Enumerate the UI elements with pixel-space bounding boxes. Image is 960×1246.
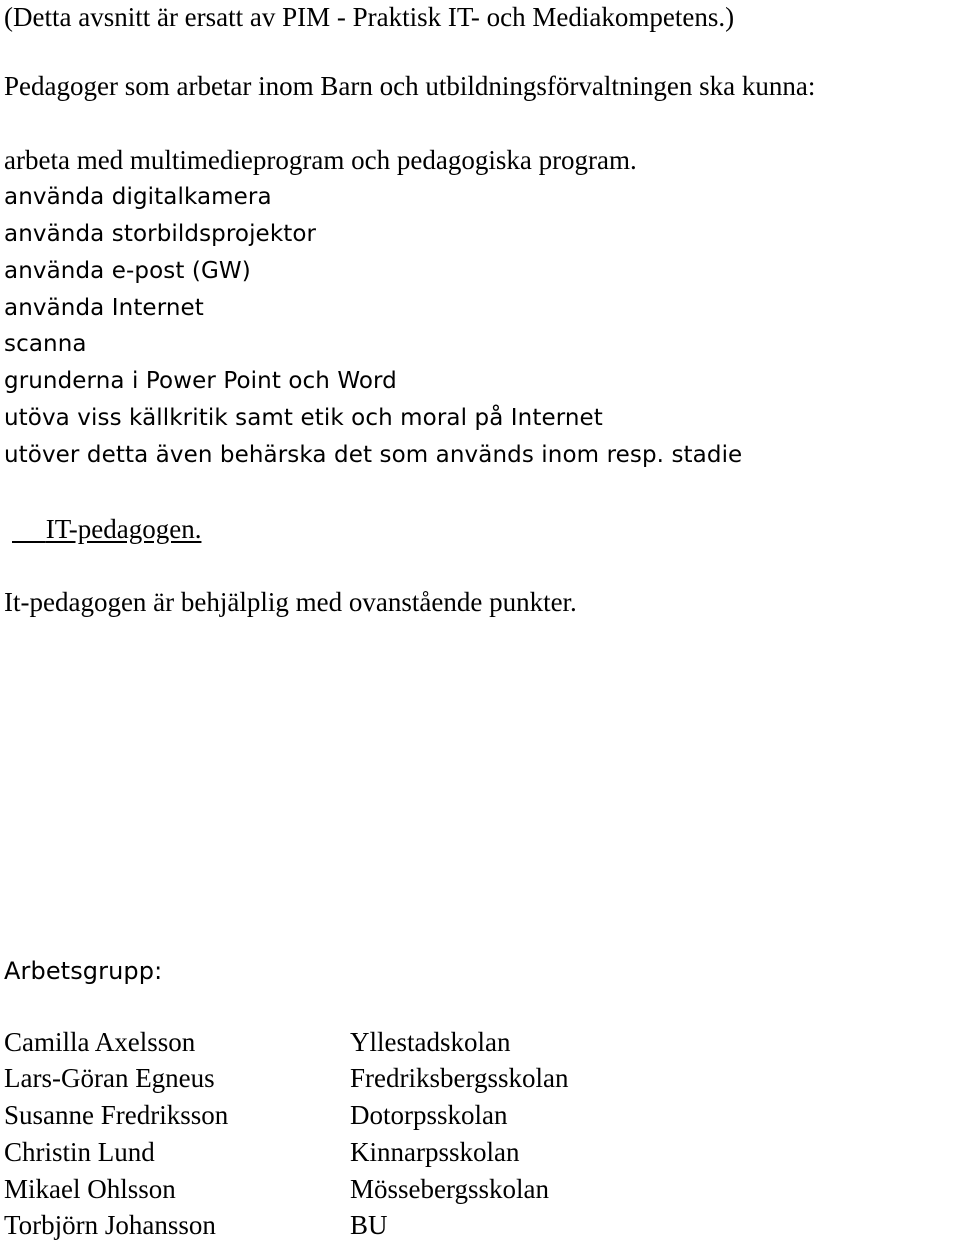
list-item: använda Internet — [4, 295, 204, 321]
member-name: Susanne Fredriksson — [4, 1100, 229, 1130]
list-item: scanna — [4, 331, 87, 357]
list-item: arbeta med multimedieprogram och pedagogiska program. — [4, 145, 637, 175]
list-item: grunderna i Power Point och Word — [4, 368, 397, 394]
section-heading — [12, 514, 201, 544]
member-school: Kinnarpsskolan — [350, 1137, 520, 1167]
member-school: Mössebergsskolan — [350, 1174, 549, 1204]
list-item: använda digitalkamera — [4, 184, 272, 210]
it-pedagogen-text: It-pedagogen är behjälplig med ovanstående punkter. — [4, 587, 577, 617]
member-name: Torbjörn Johansson — [4, 1210, 216, 1240]
list-item: använda storbildsprojektor — [4, 221, 317, 247]
replaced-note: (Detta avsnitt är ersatt av PIM - Praktisk IT- och Mediakompetens.) — [4, 2, 735, 32]
working-group-heading: Arbetsgrupp: — [4, 957, 163, 985]
member-school: Fredriksbergsskolan — [350, 1063, 569, 1093]
it-pedagogen-heading: IT-pedagogen. — [45, 514, 202, 544]
list-item: använda e-post (GW) — [4, 258, 251, 284]
intro-lead: Pedagoger som arbetar inom Barn och utbildningsförvaltningen ska kunna: — [4, 71, 816, 101]
member-name: Mikael Ohlsson — [4, 1174, 176, 1204]
member-school: BU — [350, 1210, 388, 1240]
member-school: Yllestadskolan — [350, 1027, 511, 1057]
list-item: utöver detta även behärska det som används inom resp. stadie — [4, 442, 743, 468]
member-name: Lars-Göran Egneus — [4, 1063, 215, 1093]
member-name: Camilla Axelsson — [4, 1027, 196, 1057]
member-name: Christin Lund — [4, 1137, 155, 1167]
list-item: utöva viss källkritik samt etik och moral på Internet — [4, 405, 603, 431]
member-school: Dotorpsskolan — [350, 1100, 508, 1130]
